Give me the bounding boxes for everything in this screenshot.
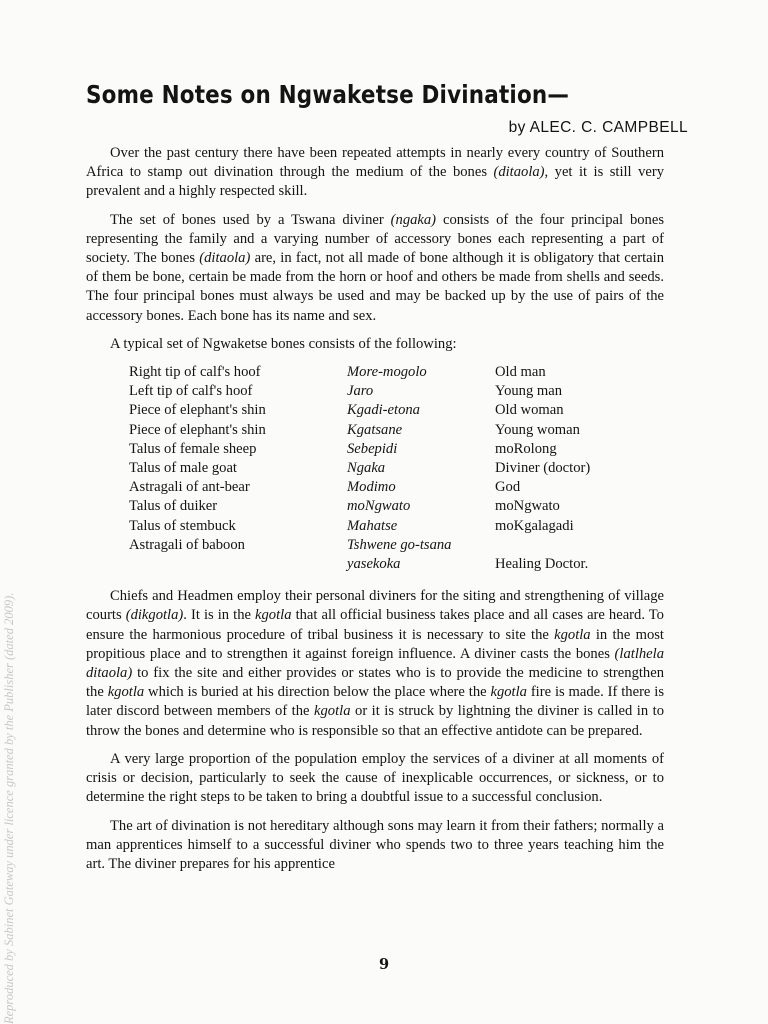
text-run: Chiefs and Headmen employ their personal diviners for the siting and strengthening of village courts	[86, 588, 664, 624]
bone-row	[129, 497, 625, 516]
bone-item: Astragali of baboon	[129, 536, 245, 553]
italic-term: kgotla	[314, 703, 351, 720]
bone-item: Talus of stembuck	[129, 517, 236, 534]
paragraph	[86, 211, 664, 326]
text-run: Over the past century there have been repeated attempts in nearly every country of Southern Africa to stamp out divination through the medium of the bones	[86, 145, 664, 181]
paragraph	[86, 750, 664, 808]
text-run: or it is struck by lightning the diviner is called in to throw the bones and determine who is responsible so that an effective antidote can be prepared.	[86, 703, 664, 739]
text-run: The set of bones used by a Tswana diviner	[110, 211, 391, 228]
bone-row	[129, 536, 625, 555]
bone-item: Left tip of calf's hoof	[129, 383, 253, 400]
text-run: to fix the site and either provides or states who is to provide the medicine to strengthen the	[86, 665, 664, 701]
bone-meaning	[495, 536, 625, 555]
bone-name: moNgwato	[347, 498, 411, 515]
bone-meaning: moNgwato	[495, 498, 560, 515]
bone-meaning: Diviner (doctor)	[495, 460, 591, 477]
page-number: 9	[378, 956, 390, 973]
bone-item: Talus of female sheep	[129, 440, 257, 457]
article-title: Some Notes on Ngwaketse Divination—	[86, 80, 570, 109]
bone-name: Ngaka	[347, 460, 386, 477]
bone-name: yasekoka	[347, 556, 401, 573]
bone-row	[129, 459, 625, 478]
paragraph	[86, 144, 664, 202]
bone-item: Piece of elephant's shin	[129, 421, 266, 438]
bone-item	[129, 555, 347, 574]
text-run: fire is made. If there is later discord between members of the	[86, 684, 665, 720]
bone-meaning: moRolong	[495, 440, 557, 457]
text-run: are, in fact, not all made of bone although it is obligatory that certain of them be bone, certain be made from the horn or hoof and others be made from shells and seeds. The four principal bones must always be used and may be backed up by the use of pairs of the accessory bones. Each bone has its name and sex.	[86, 250, 664, 324]
bone-meaning: Healing Doctor.	[495, 556, 589, 573]
text-run: which is buried at his direction below the place where the	[144, 684, 491, 701]
bone-name: Modimo	[347, 479, 396, 496]
bone-row	[129, 421, 625, 440]
bone-name: Jaro	[347, 383, 374, 400]
text-run: consists of the four principal bones representing the family and a varying number of accessory bones each representing a part of society. The bones	[86, 211, 665, 267]
bone-row	[129, 555, 625, 574]
bone-row	[129, 517, 625, 536]
bone-name: Sebepidi	[347, 440, 398, 457]
italic-term: (ngaka)	[390, 211, 437, 228]
italic-term: (ditaola)	[493, 164, 545, 181]
bone-item: Right tip of calf's hoof	[129, 364, 261, 381]
text-run: . It is in the	[183, 607, 256, 624]
author-byline: by ALEC. C. CAMPBELL	[508, 119, 688, 136]
bone-name: Kgadi-etona	[347, 402, 420, 419]
text-run: in the most propitious place and to strengthen it against foreign influence. A diviner casts the bones	[86, 626, 664, 662]
bone-row	[129, 478, 625, 497]
bone-item: Astragali of ant-bear	[129, 479, 250, 496]
italic-term: kgotla	[255, 607, 292, 624]
bone-row	[129, 440, 625, 459]
bone-name: Tshwene go-tsana	[347, 536, 452, 553]
article-body	[86, 144, 664, 883]
italic-term: (dikgotla)	[125, 607, 184, 624]
italic-term: kgotla	[554, 626, 591, 643]
italic-term: kgotla	[107, 684, 145, 701]
italic-term: (latlhela ditaola)	[86, 645, 664, 682]
bone-meaning: Young man	[495, 383, 563, 400]
bone-meaning: Young woman	[495, 421, 580, 438]
paragraphs-before-list	[86, 144, 664, 326]
text-run: A very large proportion of the population employ the services of a diviner at all moments of crisis or decision, particularly to seek the cause of inexplicable occurrences, or sickness, or to determine the right steps to be taken to bring a doubtful issue to a successful conclusion.	[86, 750, 664, 806]
text-run: that all official business takes place and all cases are heard. To ensure the harmonious procedure of tribal business it is necessary to site the	[86, 607, 664, 643]
watermark: Reproduced by Sabinet Gateway under licence granted by the Publisher (dated 2009).	[2, 592, 16, 1024]
bone-item: Talus of duiker	[129, 498, 218, 515]
bone-name: More-mogolo	[347, 364, 427, 381]
bone-item: Piece of elephant's shin	[129, 402, 266, 419]
text-run: , yet it is still very prevalent and a highly respected skill.	[86, 164, 664, 200]
bone-meaning: Old woman	[495, 402, 564, 419]
paragraphs-after-list	[86, 587, 664, 874]
italic-term: (ditaola)	[199, 250, 251, 267]
bone-name: Kgatsane	[347, 421, 403, 438]
paragraph	[86, 817, 664, 875]
paragraph	[86, 587, 664, 741]
bone-name: Mahatse	[347, 517, 398, 534]
bone-row	[129, 401, 625, 420]
bone-meaning: God	[495, 479, 521, 496]
bone-meaning: moKgalagadi	[495, 517, 574, 534]
bones-table	[129, 363, 625, 574]
italic-term: kgotla	[490, 684, 527, 701]
list-intro: A typical set of Ngwaketse bones consists of the following:	[110, 335, 457, 352]
bone-item: Talus of male goat	[129, 460, 237, 477]
bone-meaning: Old man	[495, 364, 546, 381]
bone-row	[129, 363, 625, 382]
bone-row	[129, 382, 625, 401]
text-run: The art of divination is not hereditary although sons may learn it from their fathers; normally a man apprentices himself to a successful diviner who spends two to three years teaching him the art. The diviner prepares for his apprentice	[86, 817, 664, 872]
